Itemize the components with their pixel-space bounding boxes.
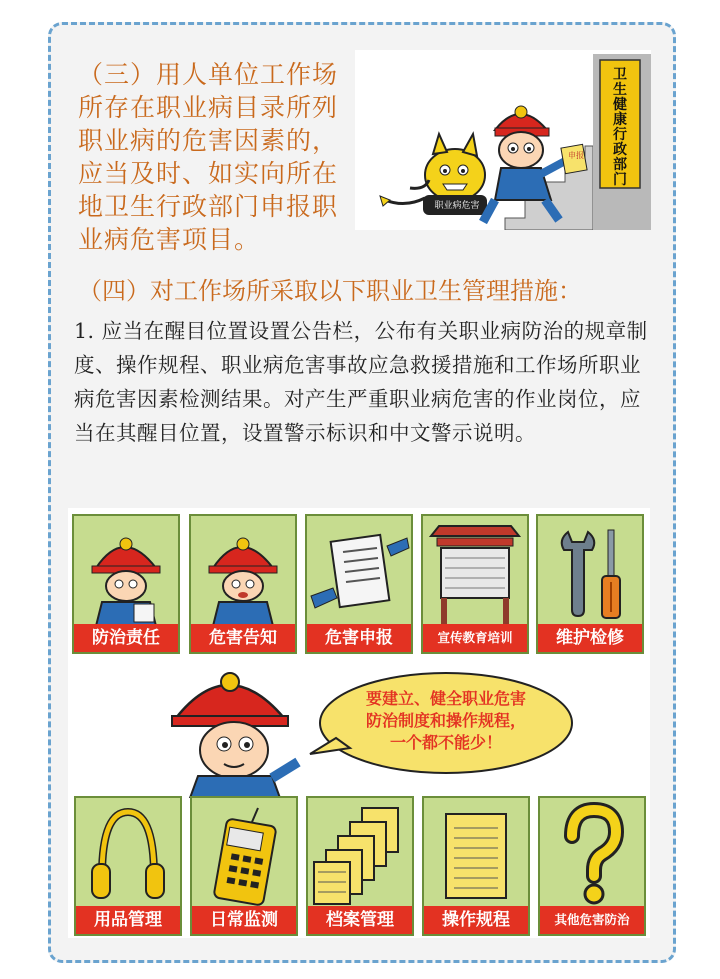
question-mark-icon bbox=[540, 798, 644, 908]
card-label: 用品管理 bbox=[76, 906, 180, 934]
card-hazard-reporting bbox=[305, 514, 413, 654]
card-other-hazards bbox=[538, 796, 646, 936]
card-hazard-notification bbox=[189, 514, 297, 654]
card-label: 防治责任 bbox=[74, 624, 178, 652]
card-label: 其他危害防治 bbox=[540, 906, 644, 934]
measures-poster bbox=[68, 508, 650, 938]
bulletin-board-icon bbox=[423, 516, 527, 626]
card-label: 危害告知 bbox=[191, 624, 295, 652]
report-paper-label: 申报 bbox=[568, 151, 584, 160]
document-icon bbox=[424, 798, 528, 908]
card-label: 危害申报 bbox=[307, 624, 411, 652]
card-records-management bbox=[306, 796, 414, 936]
monitor-device-icon bbox=[192, 798, 296, 908]
card-label: 宣传教育培训 bbox=[423, 624, 527, 652]
card-label: 操作规程 bbox=[424, 906, 528, 934]
card-education-training bbox=[421, 514, 529, 654]
card-equipment-management bbox=[74, 796, 182, 936]
illustration-report-to-health-dept bbox=[355, 50, 651, 230]
worker-clipboard-icon bbox=[74, 516, 178, 626]
wrench-screwdriver-icon bbox=[538, 516, 642, 626]
pointing-worker-icon bbox=[168, 658, 308, 798]
card-operating-procedures bbox=[422, 796, 530, 936]
worker-speaking-icon bbox=[191, 516, 295, 626]
earmuffs-icon bbox=[76, 798, 180, 908]
monster-label: 职业病危害 bbox=[434, 201, 480, 211]
speech-bubble-text: 要建立、健全职业危害 防治制度和操作规程， 一个都不能少！ bbox=[365, 689, 526, 752]
section-4-item-1: 1. 应当在醒目位置设置公告栏，公布有关职业病防治的规章制度、操作规程、职业病危害事故应急救援措施和工作场所职业病危害因素检测结果。对产生严重职业病危害的作业岗位，应当在其醒目位置，设置警示标识和中文警示说明。 bbox=[74, 319, 648, 445]
health-dept-sign: 卫 生 健 康 行 政 部 门 bbox=[613, 67, 627, 188]
section-4-heading: （四）对工作场所采取以下职业卫生管理措施： bbox=[78, 277, 582, 305]
card-label: 维护检修 bbox=[538, 624, 642, 652]
card-maintenance bbox=[536, 514, 644, 654]
card-daily-monitoring bbox=[190, 796, 298, 936]
file-stack-icon bbox=[308, 798, 412, 908]
card-prevention-responsibility bbox=[72, 514, 180, 654]
card-label: 日常监测 bbox=[192, 906, 296, 934]
card-label: 档案管理 bbox=[308, 906, 412, 934]
hand-document-icon bbox=[307, 516, 411, 626]
section-3-text: （三）用人单位工作场所存在职业病目录所列职业病的危害因素的，应当及时、如实向所在地卫生行政部门申报职业病危害项目。 bbox=[78, 60, 339, 254]
